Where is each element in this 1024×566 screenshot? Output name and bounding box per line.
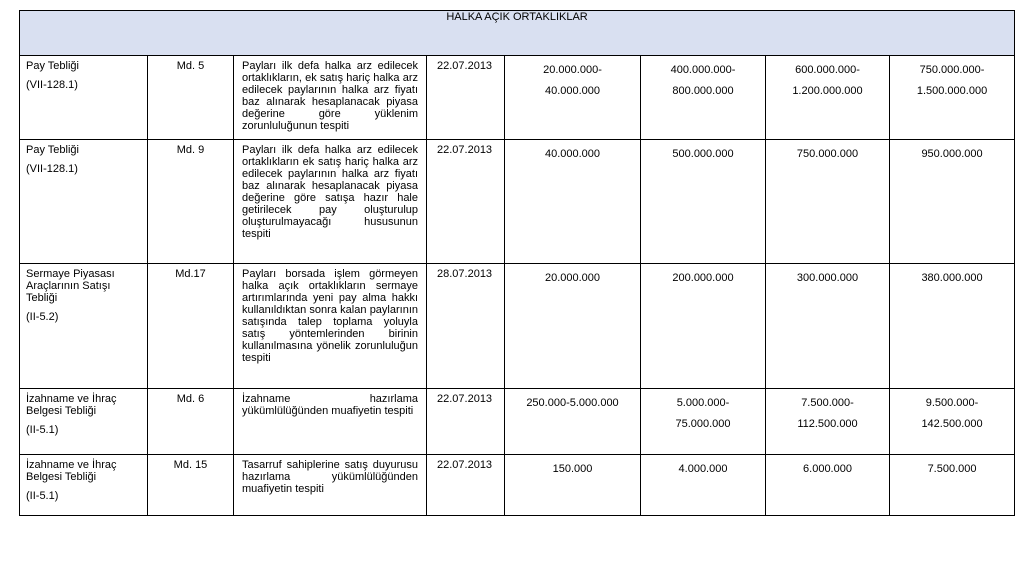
amount-cell bbox=[641, 140, 766, 264]
article-number: Md. 9 bbox=[176, 144, 205, 156]
amount-value: 142.500.000 bbox=[921, 418, 983, 430]
amount-cell bbox=[505, 389, 641, 455]
amount-cell bbox=[890, 140, 1015, 264]
amount-value: 250.000-5.000.000 bbox=[526, 397, 619, 409]
date-cell bbox=[427, 56, 505, 140]
description-text: Tasarruf sahiplerine satış duyurusu hazırlama yükümlülüğünden muafiyetin tespiti bbox=[242, 459, 418, 495]
amount-value: 500.000.000 bbox=[672, 148, 734, 160]
amount-value: 380.000.000 bbox=[921, 272, 983, 284]
regulation-cell bbox=[20, 56, 148, 140]
amount-value: 5.000.000- bbox=[676, 397, 730, 409]
table-title: HALKA AÇIK ORTAKLIKLAR bbox=[20, 11, 1015, 56]
effective-date: 22.07.2013 bbox=[437, 60, 493, 72]
regulation-name: İzahname ve İhraç Belgesi Tebliği bbox=[26, 393, 117, 417]
regulation-code: (II-5.1) bbox=[26, 424, 59, 436]
amount-cell bbox=[766, 56, 890, 140]
amount-cell bbox=[766, 140, 890, 264]
description-cell bbox=[234, 264, 427, 389]
amount-cell bbox=[505, 264, 641, 389]
amount-value: 7.500.000 bbox=[927, 463, 977, 475]
article-cell bbox=[148, 455, 234, 516]
article-number: Md.17 bbox=[175, 268, 206, 280]
amount-value: 600.000.000- bbox=[795, 64, 860, 76]
regulation-name: Pay Tebliği bbox=[26, 144, 79, 156]
regulation-code: (VII-128.1) bbox=[26, 79, 78, 91]
amount-value: 950.000.000 bbox=[921, 148, 983, 160]
amount-cell bbox=[890, 389, 1015, 455]
amount-cell bbox=[766, 264, 890, 389]
amount-value: 300.000.000 bbox=[796, 272, 859, 284]
amount-cell bbox=[641, 455, 766, 516]
article-cell bbox=[148, 264, 234, 389]
amount-value: 7.500.000- bbox=[801, 397, 854, 409]
description-cell bbox=[234, 140, 427, 264]
table-row bbox=[20, 140, 1015, 264]
date-cell bbox=[427, 264, 505, 389]
article-cell bbox=[148, 140, 234, 264]
effective-date: 22.07.2013 bbox=[437, 459, 493, 471]
regulation-name: Sermaye Piyasası Araçlarının Satışı Tebliği bbox=[26, 268, 115, 304]
regulation-cell bbox=[20, 140, 148, 264]
amount-cell bbox=[641, 264, 766, 389]
effective-date: 22.07.2013 bbox=[437, 393, 493, 405]
amount-value: 150.000 bbox=[552, 463, 593, 475]
amount-value: 200.000.000 bbox=[672, 272, 734, 284]
regulation-cell bbox=[20, 264, 148, 389]
article-number: Md. 15 bbox=[173, 459, 208, 471]
table-body bbox=[20, 56, 1015, 516]
amount-value: 400.000.000- bbox=[670, 64, 736, 76]
description-text: İzahname hazırlama yükümlülüğünden muafiyetin tespiti bbox=[242, 393, 418, 417]
amount-cell bbox=[890, 56, 1015, 140]
date-cell bbox=[427, 140, 505, 264]
description-text: Payları ilk defa halka arz edilecek ortaklıkların ek satış hariç halka arz edilecek paylarının halka arz fiyatı baz alınarak hesaplanacak piyasa değerine göre satışa hazır hale getirilecek pay oluşturulup oluşturulmayacağı hususunun tespiti bbox=[242, 144, 418, 240]
amount-value: 800.000.000 bbox=[672, 85, 734, 97]
date-cell bbox=[427, 455, 505, 516]
table-row bbox=[20, 264, 1015, 389]
regulation-thresholds-table bbox=[19, 10, 1015, 516]
description-cell bbox=[234, 56, 427, 140]
article-cell bbox=[148, 56, 234, 140]
amount-value: 9.500.000- bbox=[925, 397, 979, 409]
amount-value: 75.000.000 bbox=[675, 418, 731, 430]
description-text: Payları ilk defa halka arz edilecek ortaklıkların, ek satış hariç halka arz edilecek paylarının halka arz fiyatı baz alınarak hesaplanacak piyasa değerine göre yüklenim zorunluluğunun tespiti bbox=[242, 60, 418, 132]
table-row bbox=[20, 56, 1015, 140]
effective-date: 22.07.2013 bbox=[437, 144, 493, 156]
date-cell bbox=[427, 389, 505, 455]
description-text: Payları borsada işlem görmeyen halka açık ortaklıkların sermaye artırımlarında yeni pay alma hakkı kullanıldıktan sonra kalan paylarının satışında talep toplama yoluyla satış yöntemlerinden birinin kullanılmasına yönelik zorunluluğun tespiti bbox=[242, 268, 418, 364]
amount-cell bbox=[641, 389, 766, 455]
article-cell bbox=[148, 389, 234, 455]
amount-value: 1.200.000.000 bbox=[792, 85, 863, 97]
amount-value: 750.000.000 bbox=[796, 148, 859, 160]
article-number: Md. 5 bbox=[176, 60, 205, 72]
amount-cell bbox=[641, 56, 766, 140]
regulation-code: (II-5.1) bbox=[26, 490, 59, 502]
amount-cell bbox=[890, 264, 1015, 389]
effective-date: 28.07.2013 bbox=[437, 268, 493, 280]
regulation-name: Pay Tebliği bbox=[26, 60, 79, 72]
amount-value: 40.000.000 bbox=[544, 85, 601, 97]
table-row bbox=[20, 455, 1015, 516]
amount-value: 4.000.000 bbox=[678, 463, 728, 475]
amount-cell bbox=[505, 140, 641, 264]
amount-cell bbox=[505, 455, 641, 516]
amount-value: 40.000.000 bbox=[544, 148, 601, 160]
regulation-cell bbox=[20, 389, 148, 455]
regulation-cell bbox=[20, 455, 148, 516]
table-row bbox=[20, 389, 1015, 455]
amount-value: 112.500.000 bbox=[797, 418, 858, 430]
amount-value: 6.000.000 bbox=[803, 463, 852, 475]
regulation-name: İzahname ve İhraç Belgesi Tebliği bbox=[26, 459, 117, 483]
regulation-code: (II-5.2) bbox=[26, 311, 59, 323]
amount-cell bbox=[766, 389, 890, 455]
amount-value: 20.000.000 bbox=[544, 272, 601, 284]
amount-value: 20.000.000- bbox=[543, 64, 602, 76]
amount-value: 1.500.000.000 bbox=[916, 85, 988, 97]
table-header-row bbox=[20, 11, 1015, 56]
amount-cell bbox=[766, 455, 890, 516]
description-cell bbox=[234, 389, 427, 455]
article-number: Md. 6 bbox=[176, 393, 205, 405]
regulation-code: (VII-128.1) bbox=[26, 163, 78, 175]
amount-value: 750.000.000- bbox=[919, 64, 985, 76]
description-cell bbox=[234, 455, 427, 516]
amount-cell bbox=[505, 56, 641, 140]
amount-cell bbox=[890, 455, 1015, 516]
